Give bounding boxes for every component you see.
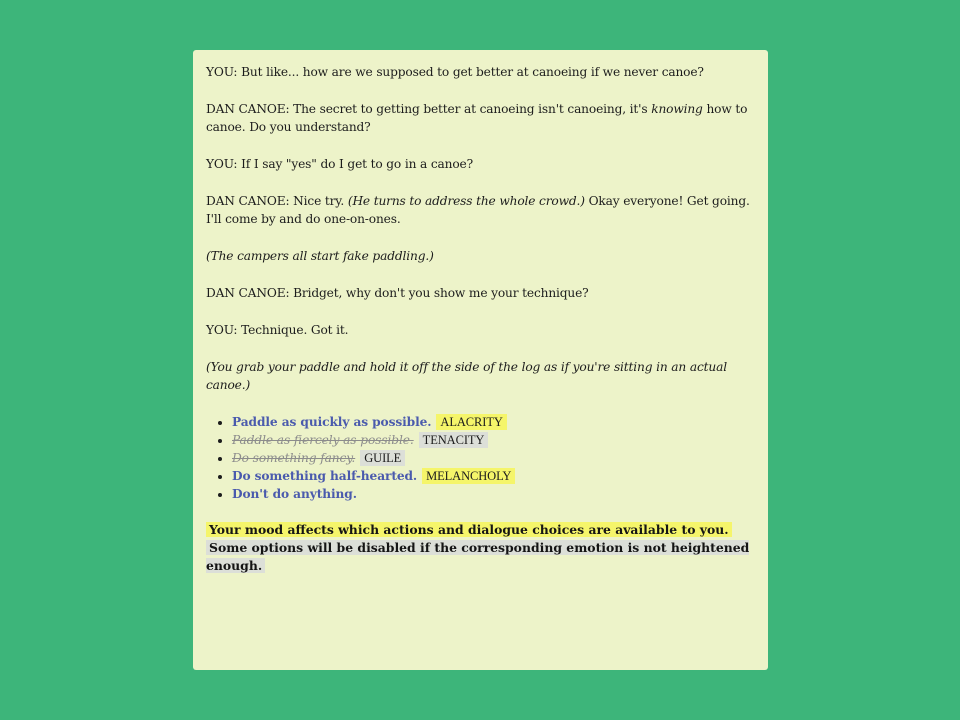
choice-half-hearted-link[interactable]: Do something half-hearted.: [232, 469, 418, 483]
emphasis-text: knowing: [651, 102, 703, 116]
choice-item-nothing[interactable]: [232, 485, 756, 503]
line-text: If I say "yes" do I get to go in a canoe?: [237, 157, 473, 171]
story-panel: [193, 50, 768, 670]
mood-notice: [206, 521, 756, 575]
dialogue-line: [206, 100, 756, 136]
choice-item-alacrity[interactable]: [232, 413, 756, 431]
stage-direction: (You grab your paddle and hold it off the side of the log as if you're sitting in an actual canoe.): [206, 360, 727, 392]
dialogue-line: [206, 321, 756, 339]
choice-item-melancholy[interactable]: [232, 467, 756, 485]
speaker: DAN CANOE:: [206, 194, 290, 208]
choice-something-fancy-disabled: Do something fancy.: [232, 451, 356, 465]
speaker: YOU:: [206, 323, 238, 337]
dialogue-line: [206, 192, 756, 228]
stage-direction: (The campers all start fake paddling.): [206, 249, 434, 263]
dialogue-line: [206, 284, 756, 302]
line-text: The secret to getting better at canoeing isn't canoeing, it's: [289, 102, 652, 116]
stage-direction: (He turns to address the whole crowd.): [347, 194, 585, 208]
emotion-tag-guile: GUILE: [360, 450, 405, 466]
stage-direction-line: [206, 358, 756, 394]
speaker: DAN CANOE:: [206, 286, 290, 300]
dialogue-line: [206, 63, 756, 81]
speaker: YOU:: [206, 157, 238, 171]
emotion-tag-melancholy: MELANCHOLY: [422, 468, 515, 484]
dialogue-line: [206, 155, 756, 173]
choice-item-guile: [232, 449, 756, 467]
emotion-tag-alacrity: ALACRITY: [436, 414, 506, 430]
line-text: Nice try.: [289, 194, 348, 208]
mood-notice-line-2: Some options will be disabled if the corresponding emotion is not heightened enough.: [206, 540, 750, 573]
line-text: Bridget, why don't you show me your technique?: [289, 286, 589, 300]
mood-notice-line-1: Your mood affects which actions and dialogue choices are available to you.: [206, 522, 732, 537]
line-text: But like... how are we supposed to get better at canoeing if we never canoe?: [237, 65, 704, 79]
speaker: DAN CANOE:: [206, 102, 290, 116]
line-text: Technique. Got it.: [237, 323, 349, 337]
choice-do-nothing-link[interactable]: Don't do anything.: [232, 487, 357, 501]
line-text: how to canoe. Do you understand?: [206, 102, 748, 134]
choice-item-tenacity: [232, 431, 756, 449]
line-text: Okay everyone! Get going. I'll come by and do one-on-ones.: [206, 194, 750, 226]
choice-paddle-fiercely-disabled: Paddle as fiercely as possible.: [232, 433, 414, 447]
stage-direction-line: [206, 247, 756, 265]
choice-list: [206, 413, 756, 503]
emotion-tag-tenacity: TENACITY: [419, 432, 489, 448]
choice-paddle-quickly-link[interactable]: Paddle as quickly as possible.: [232, 415, 432, 429]
speaker: YOU:: [206, 65, 238, 79]
